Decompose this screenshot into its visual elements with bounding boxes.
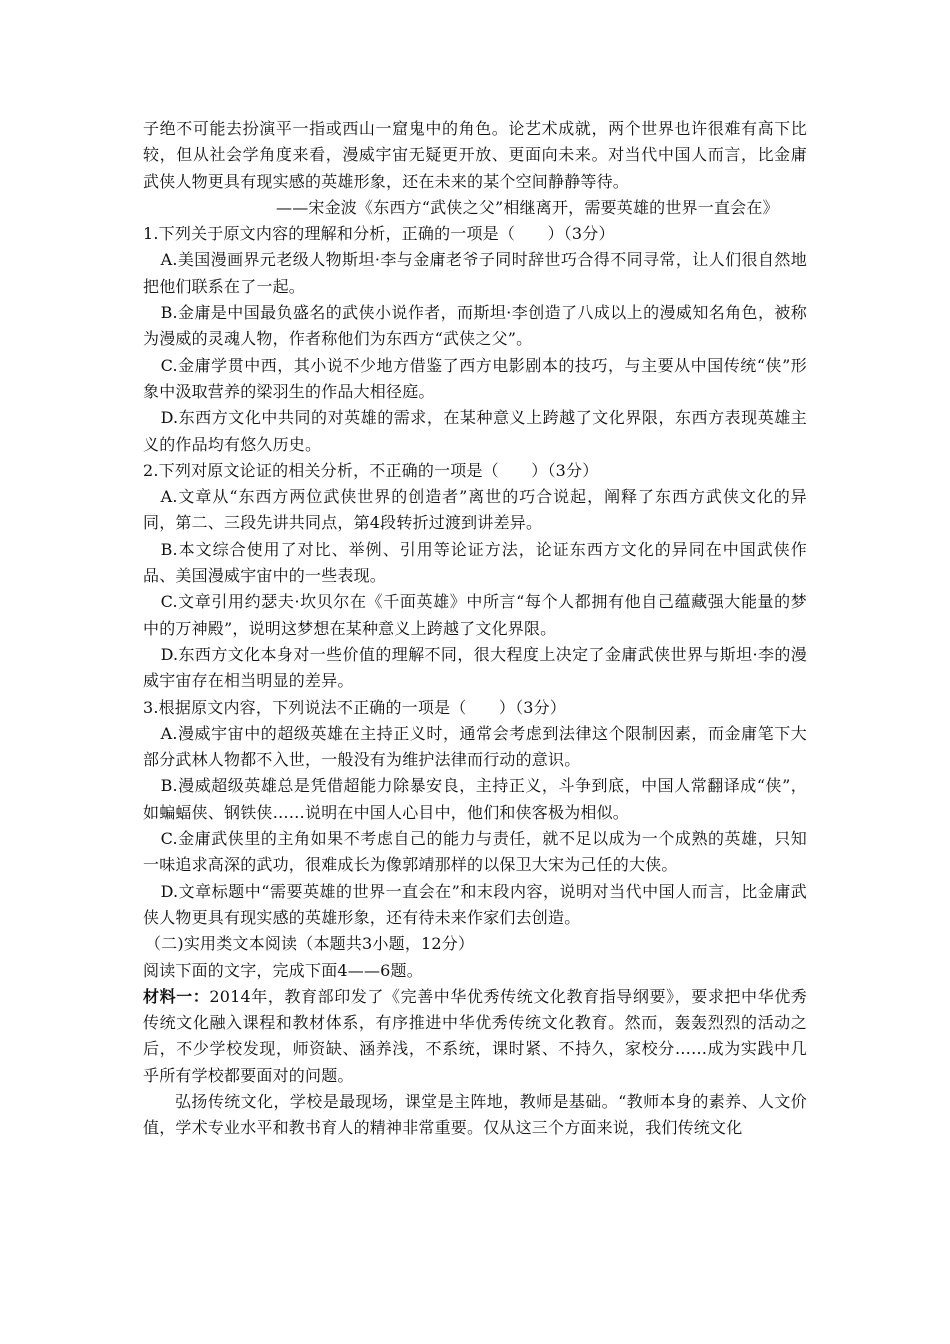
question-3 bbox=[143, 695, 807, 932]
option-d: D.东西方文化本身对一些价值的理解不同，很大程度上决定了金庸武侠世界与斯坦·李的漫威宇宙存在相当明显的差异。 bbox=[143, 644, 807, 691]
article-source: ——宋金波《东西方“武侠之父”相继离开，需要英雄的世界一直会在》 bbox=[276, 197, 779, 217]
option-d: D.东西方文化中共同的对英雄的需求，在某种意义上跨越了文化界限，东西方表现英雄主义的作品均有悠久历史。 bbox=[143, 408, 807, 454]
option-b: B.漫威超级英雄总是凭借超能力除暴安良，主持正义，斗争到底，中国人常翻译成“侠”，如蝙蝠侠、钢铁侠……说明在中国人心目中，他们和侠客极为相似。 bbox=[143, 776, 807, 822]
page-content bbox=[143, 116, 807, 1142]
material-1-paragraph-2: 弘扬传统文化，学校是最现场，课堂是主阵地，教师是基础。“教师本身的素养、人文价值，学术专业水平和教书育人的精神非常重要。仅从这三个方面来说，我们传统文化 bbox=[143, 1091, 807, 1138]
question-2 bbox=[143, 458, 807, 695]
question-1 bbox=[143, 221, 807, 458]
option-a: A.文章从“东西方两位武侠世界的创造者”离世的巧合说起，阐释了东西方武侠文化的异同，第二、三段先讲共同点，第4段转折过渡到讲差异。 bbox=[143, 487, 807, 533]
question-stem: 2.下列对原文论证的相关分析，不正确的一项是（ ）（3分） bbox=[143, 460, 599, 480]
material-1 bbox=[143, 984, 807, 1089]
material-1-label: 材料一： bbox=[143, 986, 210, 1006]
question-stem: 3.根据原文内容，下列说法不正确的一项是（ ）（3分） bbox=[143, 697, 567, 717]
material-1-text: 2014年，教育部印发了《完善中华优秀传统文化教育指导纲要》，要求把中华优秀传统文化融入课程和教材体系，有序推进中华优秀传统文化教育。然而，轰轰烈烈的活动之后，不少学校发现，师资缺、涵养浅，不系统，课时紧、不持久，家校分……成为实践中几乎所有学校都要面对的问题。 bbox=[143, 986, 807, 1085]
option-c: C.金庸武侠里的主角如果不考虑自己的能力与责任，就不足以成为一个成熟的英雄，只知一味追求高深的武功，很难成长为像郭靖那样的以保卫大宋为己任的大侠。 bbox=[143, 829, 807, 875]
option-a: A.漫威宇宙中的超级英雄在主持正义时，通常会考虑到法律这个限制因素，而金庸笔下大部分武林人物都不入世，一般没有为维护法律而行动的意识。 bbox=[143, 723, 807, 770]
reading-instruction: 阅读下面的文字，完成下面4——6题。 bbox=[143, 960, 423, 980]
option-b: B.金庸是中国最负盛名的武侠小说作者，而斯坦·李创造了八成以上的漫威知名角色，被称为漫威的灵魂人物，作者称他们为东西方“武侠之父”。 bbox=[143, 303, 807, 349]
section-heading: （二)实用类文本阅读（本题共3小题，12分） bbox=[145, 934, 475, 954]
question-stem: 1.下列关于原文内容的理解和分析，正确的一项是（ ）（3分） bbox=[143, 224, 615, 244]
option-b: B.本文综合使用了对比、举例、引用等论证方法，论证东西方文化的异同在中国武侠作品、美国漫威宇宙中的一些表现。 bbox=[143, 539, 807, 586]
option-d: D.文章标题中“需要英雄的世界一直会在”和末段内容，说明对当代中国人而言，比金庸武侠人物更具有现实感的英雄形象，还有待未来作家们去创造。 bbox=[143, 881, 807, 927]
option-c: C.文章引用约瑟夫·坎贝尔在《千面英雄》中所言“每个人都拥有他自己蕴藏强大能量的梦中的万神殿”，说明这梦想在某种意义上跨越了文化界限。 bbox=[143, 592, 807, 638]
passage-ending: 子绝不可能去扮演平一指或西山一窟鬼中的角色。论艺术成就，两个世界也许很难有高下比较，但从社会学角度来看，漫威宇宙无疑更开放、更面向未来。对当代中国人而言，比金庸武侠人物更具有现实感的英雄形象，还在未来的某个空间静静等待。 bbox=[143, 119, 807, 191]
option-a: A.美国漫画界元老级人物斯坦·李与金庸老爷子同时辞世巧合得不同寻常，让人们很自然地把他们联系在了一起。 bbox=[143, 250, 807, 296]
option-c: C.金庸学贯中西，其小说不少地方借鉴了西方电影剧本的技巧，与主要从中国传统“侠”形象中汲取营养的梁羽生的作品大相径庭。 bbox=[143, 355, 807, 401]
